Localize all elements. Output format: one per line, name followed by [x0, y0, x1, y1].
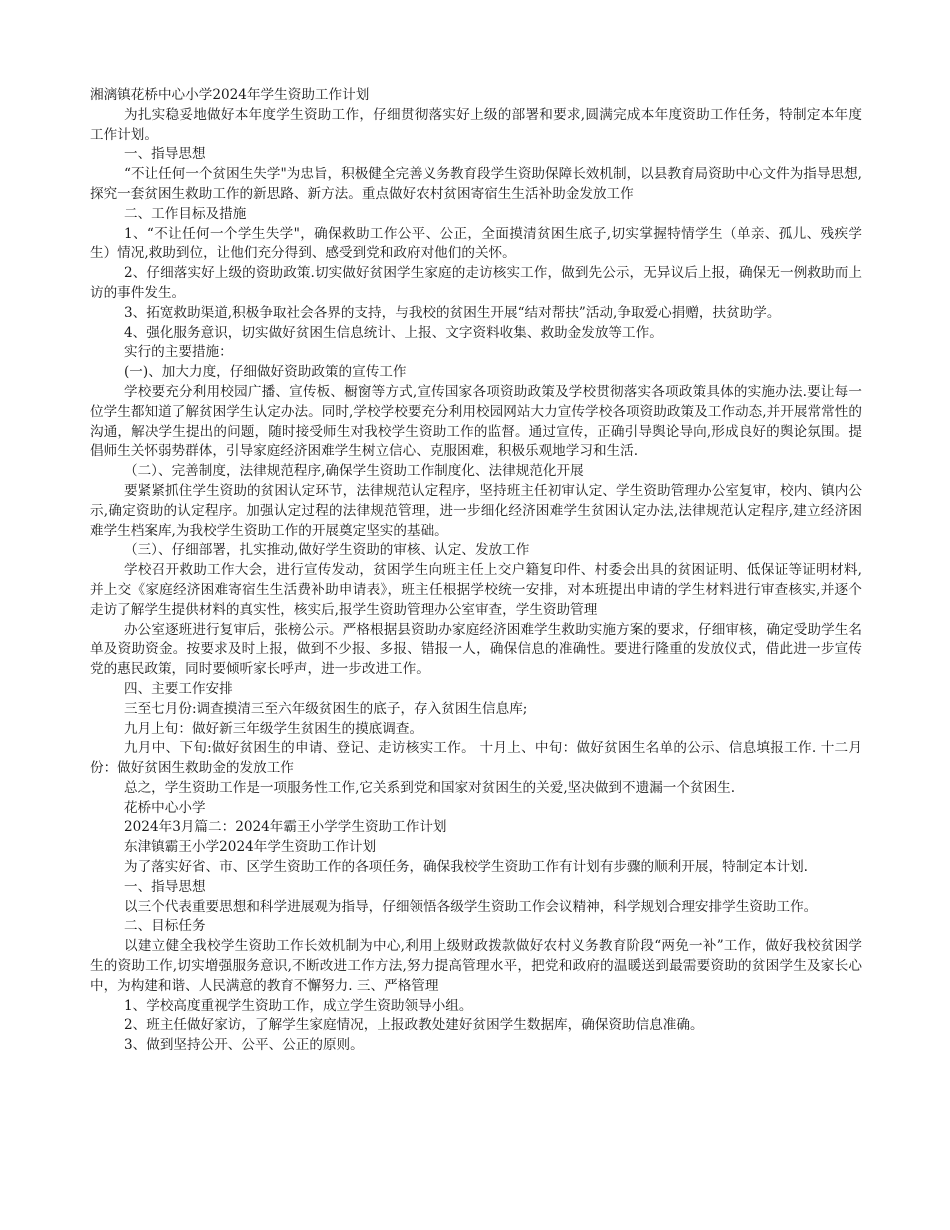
paragraph: 2024年3月篇二：2024年霸王小学学生资助工作计划 — [124, 819, 447, 836]
paragraph: 1、学校高度重视学生资助工作，成立学生资助领导小组。 — [124, 997, 473, 1014]
paragraph: 九月上旬：做好新三年级学生贫困生的摸底调查。 — [124, 720, 424, 737]
paragraph: 为了落实好省、市、区学生资助工作的各项任务，确保我校学生资助工作有计划有步骤的顺利开展，特制定本计划. — [124, 859, 809, 876]
paragraph: 以三个代表重要思想和科学进展观为指导，仔细领悟各级学生资助工作会议精神，科学规划合理安排学生资助工作。 — [124, 898, 818, 915]
paragraph: 学校召开救助工作大会，进行宣传发动，贫困学生向班主任上交户籍复印件、村委会出具的贫困证明、低保证等证明材料,并上交《家庭经济困难寄宿生生活费补助申请表》，班主任根据学校统一安排，对本班提出申请的学生材料进行审查核实,并逐个走访了解学生提供材料的真实性，核实后,报学生资助管理办公室审查，学生资助管理 — [90, 562, 862, 618]
paragraph: 以建立健全我校学生资助工作长效机制为中心,利用上级财政拨款做好农村义务教育阶段“两免一补”工作，做好我校贫困学生的资助工作,切实增强服务意识,不断改进工作方法,努力提高管理水平，把党和政府的温暖送到最需要资助的贫困学生及家长心中，为构建和谐、人民满意的教育不懈努力. 三、严格管理 — [90, 938, 862, 994]
paragraph: 三至七月份:调查摸清三至六年级贫困生的底子，存入贫困生信息库; — [124, 700, 528, 717]
paragraph: 1、“不让任何一个学生失学"，确保救助工作公平、公正，全面摸清贫困生底子,切实掌握特情学生（单亲、孤儿、残疾学生）情况,救助到位，让他们充分得到、感受到党和政府对他们的关怀。 — [90, 225, 862, 262]
paragraph: (一)、加大力度，仔细做好资助政策的宣传工作 — [124, 364, 407, 381]
paragraph: 办公室逐班进行复审后，张榜公示。严格根据县资助办家庭经济困难学生救助实施方案的要求，仔细审核，确定受助学生名单及资助资金。按要求及时上报，做到不少报、多报、错报一人，确保信息的准确性。要进行隆重的发放仪式，借此进一步宣传党的惠民政策，同时要倾听家长呼声，进一步改进工作。 — [90, 621, 862, 678]
paragraph: 总之，学生资助工作是一项服务性工作,它关系到党和国家对贫困生的关爱,坚决做到不遗漏一个贫困生. — [124, 779, 736, 796]
paragraph: 九月中、下旬:做好贫困生的申请、登记、走访核实工作。 十月上、中旬：做好贫困生名单的公示、信息填报工作. 十二月份：做好贫困生救助金的发放工作 — [90, 740, 862, 777]
paragraph: 为扎实稳妥地做好本年度学生资助工作，仔细贯彻落实好上级的部署和要求,圆满完成本年度资助工作任务，特制定本年度工作计划。 — [90, 106, 862, 143]
paragraph: 花桥中心小学 — [124, 799, 206, 816]
paragraph: 3、做到坚持公开、公平、公正的原则。 — [124, 1037, 364, 1054]
paragraph: 东津镇霸王小学2024年学生资助工作计划 — [124, 839, 377, 856]
paragraph: 一、指导思想 — [124, 146, 206, 163]
paragraph: 实行的主要措施： — [124, 344, 233, 361]
paragraph: 要紧紧抓住学生资助的贫困认定环节，法律规范认定程序，坚持班主任初审认定、学生资助管理办公室复审，校内、镇内公示,确定资助的认定程序。加强认定过程的法律规范管理，进一步细化经济困难学生贫困认定办法,法律规范认定程序,建立经济困难学生档案库,为我校学生资助工作的开展奠定坚实的基础。 — [90, 482, 862, 539]
paragraph: “不让任何一个贫困生失学"为忠旨，积极健全完善义务教育段学生资助保障长效机制，以县教育局资助中心文件为指导思想,探究一套贫困生救助工作的新思路、新方法。重点做好农村贫困寄宿生生活补助金发放工作 — [90, 166, 862, 202]
paragraph: 学校要充分利用校园广播、宣传板、橱窗等方式,宣传国家各项资助政策及学校贯彻落实各项政策具体的实施办法.要让每一位学生都知道了解贫困学生认定办法。同时,学校学校要充分利用校园网站大力宣传学校各项资助政策及工作动态,并开展常常性的沟通，解决学生提出的问题，随时接受师生对我校学生资助工作的监督。通过宣传，正确引导舆论导向,形成良好的舆论氛围。提倡师生关怀弱势群体，引导家庭经济困难学生树立信心、克服困难，积极乐观地学习和生活. — [90, 383, 862, 460]
paragraph: 二、目标任务 — [124, 918, 206, 935]
paragraph: （二）、完善制度，法律规范程序,确保学生资助工作制度化、法律规范化开展 — [124, 463, 584, 480]
document-title: 湘漓镇花桥中心小学2024年学生资助工作计划 — [90, 87, 370, 103]
paragraph: （三）、仔细部署，扎实推动,做好学生资助的审核、认定、发放工作 — [124, 542, 530, 559]
paragraph: 四、主要工作安排 — [124, 680, 233, 697]
paragraph: 一、指导思想 — [124, 878, 206, 895]
paragraph: 2、班主任做好家访，了解学生家庭情况，上报政教处建好贫困学生数据库，确保资助信息准确。 — [124, 1017, 704, 1034]
paragraph: 4、强化服务意识，切实做好贫困生信息统计、上报、文字资料收集、救助金发放等工作。 — [124, 324, 663, 341]
paragraph: 2、仔细落实好上级的资助政策.切实做好贫困学生家庭的走访核实工作，做到先公示，无异议后上报，确保无一例救助而上访的事件发生。 — [90, 265, 862, 301]
document-body — [90, 86, 862, 1056]
paragraph: 3、拓宽救助渠道,积极争取社会各界的支持，与我校的贫困生开展“结对帮扶”活动,争取爱心捐赠，扶贫助学。 — [124, 304, 781, 321]
paragraph: 二、工作目标及措施 — [124, 205, 247, 222]
